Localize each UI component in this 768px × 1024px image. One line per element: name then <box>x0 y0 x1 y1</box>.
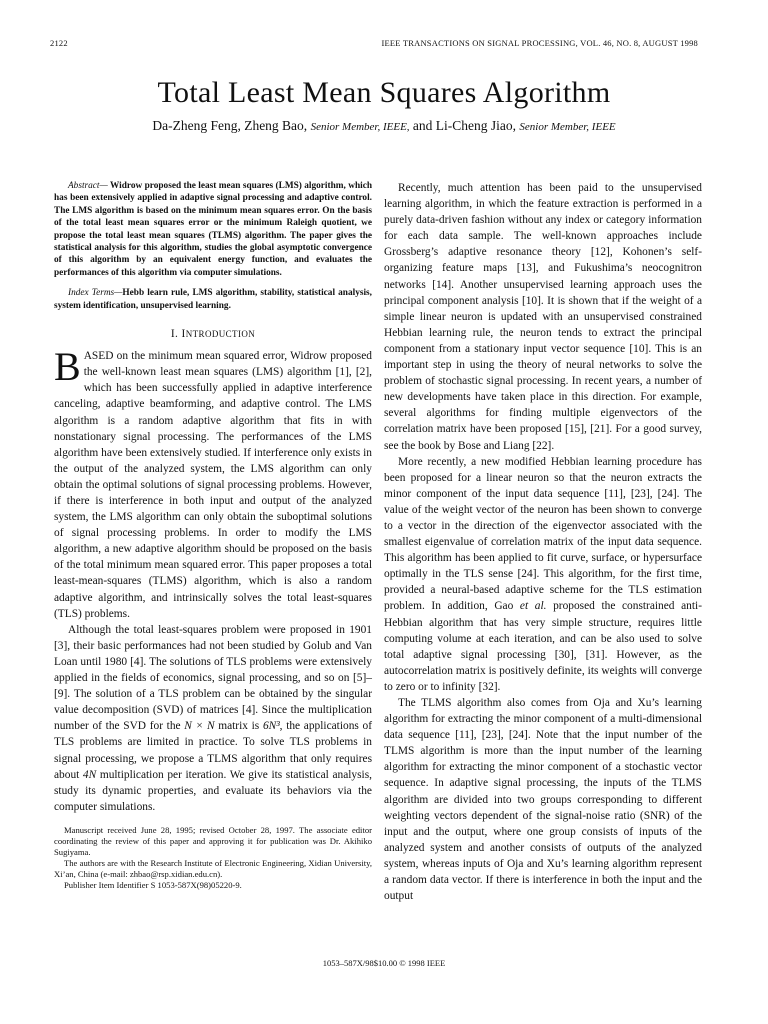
journal-citation: IEEE TRANSACTIONS ON SIGNAL PROCESSING, VOL. 46, NO. 8, AUGUST 1998 <box>381 38 698 48</box>
intro-paragraph-2: Although the total least-squares problem were proposed in 1901 [3], their basic performances had not been studied by Golub and Van Loan until 1980 [4]. The solutions of TLS problems were extensively applied in the fields of economics, signal processing, and so on [5]–[9]. The solution of a TLS problem can be obtained by the singular value decomposition (SVD) of matrices [4]. Since the multiplication number of the SVD for the N × N matrix is 6N³, the applications of TLS problems are limited in practice. To solve TLS problems in signal processing, we propose a TLMS algorithm that only requires about 4N multiplication per iteration. We give its statistical analysis, study its dynamic properties, and evaluate its behaviors via the computer simulations. <box>54 623 372 813</box>
math-6n3: 6N³ <box>262 720 280 733</box>
math-4n: 4N <box>82 768 97 781</box>
section-heading-introduction: I. INTRODUCTION <box>170 328 256 341</box>
drop-cap: B <box>54 344 81 390</box>
right-paragraph-2: More recently, a new modified Hebbian learning procedure has been proposed for a linear neuron so that the neuron extracts the minor component of the input data sequence [11], [23], [24]. The value of the weight vector of the neuron has been shown to converge to a vector in the direction of the eigenvector associated with the smallest eigenvalue of correlation matrix of the input data sequence. This algorithm has been applied to fit curve, surface, or hypersurface optimally in the TLS sense [24]. This algorithm, for the first time, provided a neural-based adaptive scheme for the TLS estimation problem. In addition, Gao et al. proposed the constrained anti-Hebbian algorithm that has very simple structure, requires little computing volume at each iteration, and can be also used to solve total adaptive signal processing [30], [31]. However, as the autocorrelation matrix is positively definite, its weights will converge to zero or to infinity [32]. <box>384 455 702 693</box>
footnote-affiliation: The authors are with the Research Institute of Electronic Engineering, Xidian University, Xi’an, China (e-mail: zhbao@rsp.xidian.edu.cn). <box>54 857 372 879</box>
footnote-identifier: Publisher Item Identifier S 1053-587X(98)05220-9. <box>64 879 242 890</box>
index-terms <box>54 287 372 312</box>
index-terms-text: Hebb learn rule, LMS algorithm, stability, statistical analysis, system identification, unsupervised learning. <box>54 288 372 311</box>
author-role-2: Senior Member, IEEE <box>519 121 616 133</box>
index-terms-label: Index Terms— <box>68 288 123 299</box>
left-column <box>54 180 372 891</box>
right-column <box>384 180 702 904</box>
paper-title: Total Least Mean Squares Algorithm <box>157 76 611 109</box>
author-role-1: Senior Member, IEEE, <box>310 121 410 133</box>
abstract-text: Widrow proposed the least mean squares (LMS) algorithm, which has been extensively applied in adaptive signal processing and adaptive control. The LMS algorithm is based on the minimum mean squares error. On the basis of the total least mean squares error or the minimum Raleigh quotient, we propose the total least mean squares (TLMS) algorithm. The paper gives the statistical analysis for this algorithm, studies the global asymptotic convergence of this algorithm by an equivalent energy function, and evaluates the performances of this algorithm via computer simulations. <box>54 181 372 278</box>
intro-paragraph-1: BASED on the minimum mean squared error, Widrow proposed the well-known least mean squares (LMS) algorithm [1], [2], which has been successfully applied in adaptive interference canceling, adaptive beamforming, and adaptive control. The LMS algorithm is a random adaptive algorithm that fits in with nonstationary signal processing. The performances of the LMS algorithm have been extensively studied. If interference only exists in the output of the analyzed system, the LMS algorithm can only obtain the optimal solutions of signal processing problems. However, if there is interference in both input and output of the analyzed system, the LMS algorithm can only obtain the suboptimal solutions of signal processing problems. In order to modify the LMS algorithm, a new adaptive algorithm should be proposed on the basis of the total minimum mean squared error. This paper proposes a total least-mean-squares (TLMS) algorithm, which is also a random adaptive algorithm, and intrinsically solves the total least-squares (TLS) problems. <box>54 344 372 620</box>
author-line <box>0 118 768 134</box>
footnote <box>54 825 372 891</box>
math-nxn: N × N <box>184 720 215 733</box>
copyright-footer: 1053–587X/98$10.00 © 1998 IEEE <box>322 958 446 968</box>
author-names-2: and Li-Cheng Jiao, <box>412 118 517 133</box>
abstract-label: Abstract— <box>68 181 108 191</box>
author-names-1: Da-Zheng Feng, Zheng Bao, <box>152 118 308 133</box>
abstract <box>54 180 372 279</box>
footnote-manuscript: Manuscript received June 28, 1995; revised October 28, 1997. The associate editor coordinating the review of this paper and approving it for publication was Dr. Akihiko Sugiyama. <box>54 824 372 857</box>
page-number: 2122 <box>50 38 68 48</box>
right-paragraph-3: The TLMS algorithm also comes from Oja and Xu’s learning algorithm for extracting the minor component of a multi-dimensional data sequence [11], [23], [24]. Note that the input number of the TLMS algorithm is more than the input number of the learning algorithm for extracting the minor component of a stochastic vector sequence. In adaptive signal processing, the inputs of the TLMS algorithm are divided into two groups corresponding to different weighting vectors dependent of the signal-noise ratio (SNR) of the input and the output, where one group consists of inputs of the analyzed system and another consists of outputs of the analyzed system, whereas inputs of Oja and Xu’s learning algorithm represent a random data vector. If there is interference in both the input and the output <box>384 697 702 903</box>
right-paragraph-1: Recently, much attention has been paid to the unsupervised learning algorithm, in which the feature extraction is performed in a purely data-driven fashion without any index or category information for each data sample. The well-known approaches include Grossberg’s adaptive resonance theory [12], Kohonen’s self-organizing feature maps [13], and Fukushima’s neocognitron networks [14]. Another unsupervised learning approach uses the principal component analysis [10]. It is shown that if the weight of a simple linear neuron is updated with an unsupervised constrained Hebbian learning rule, the neuron tends to extract the principal component from a stationary input vector sequence [10]. This is an important step in using the theory of neural networks to solve the problem of stochastic signal processing. In recent years, a number of new developments have taken place in this direction. For example, several algorithms for finding multiple eigenvectors of the correlation matrix have been proposed [15], [21]. For a good survey, see the book by Bose and Liang [22]. <box>384 182 702 452</box>
